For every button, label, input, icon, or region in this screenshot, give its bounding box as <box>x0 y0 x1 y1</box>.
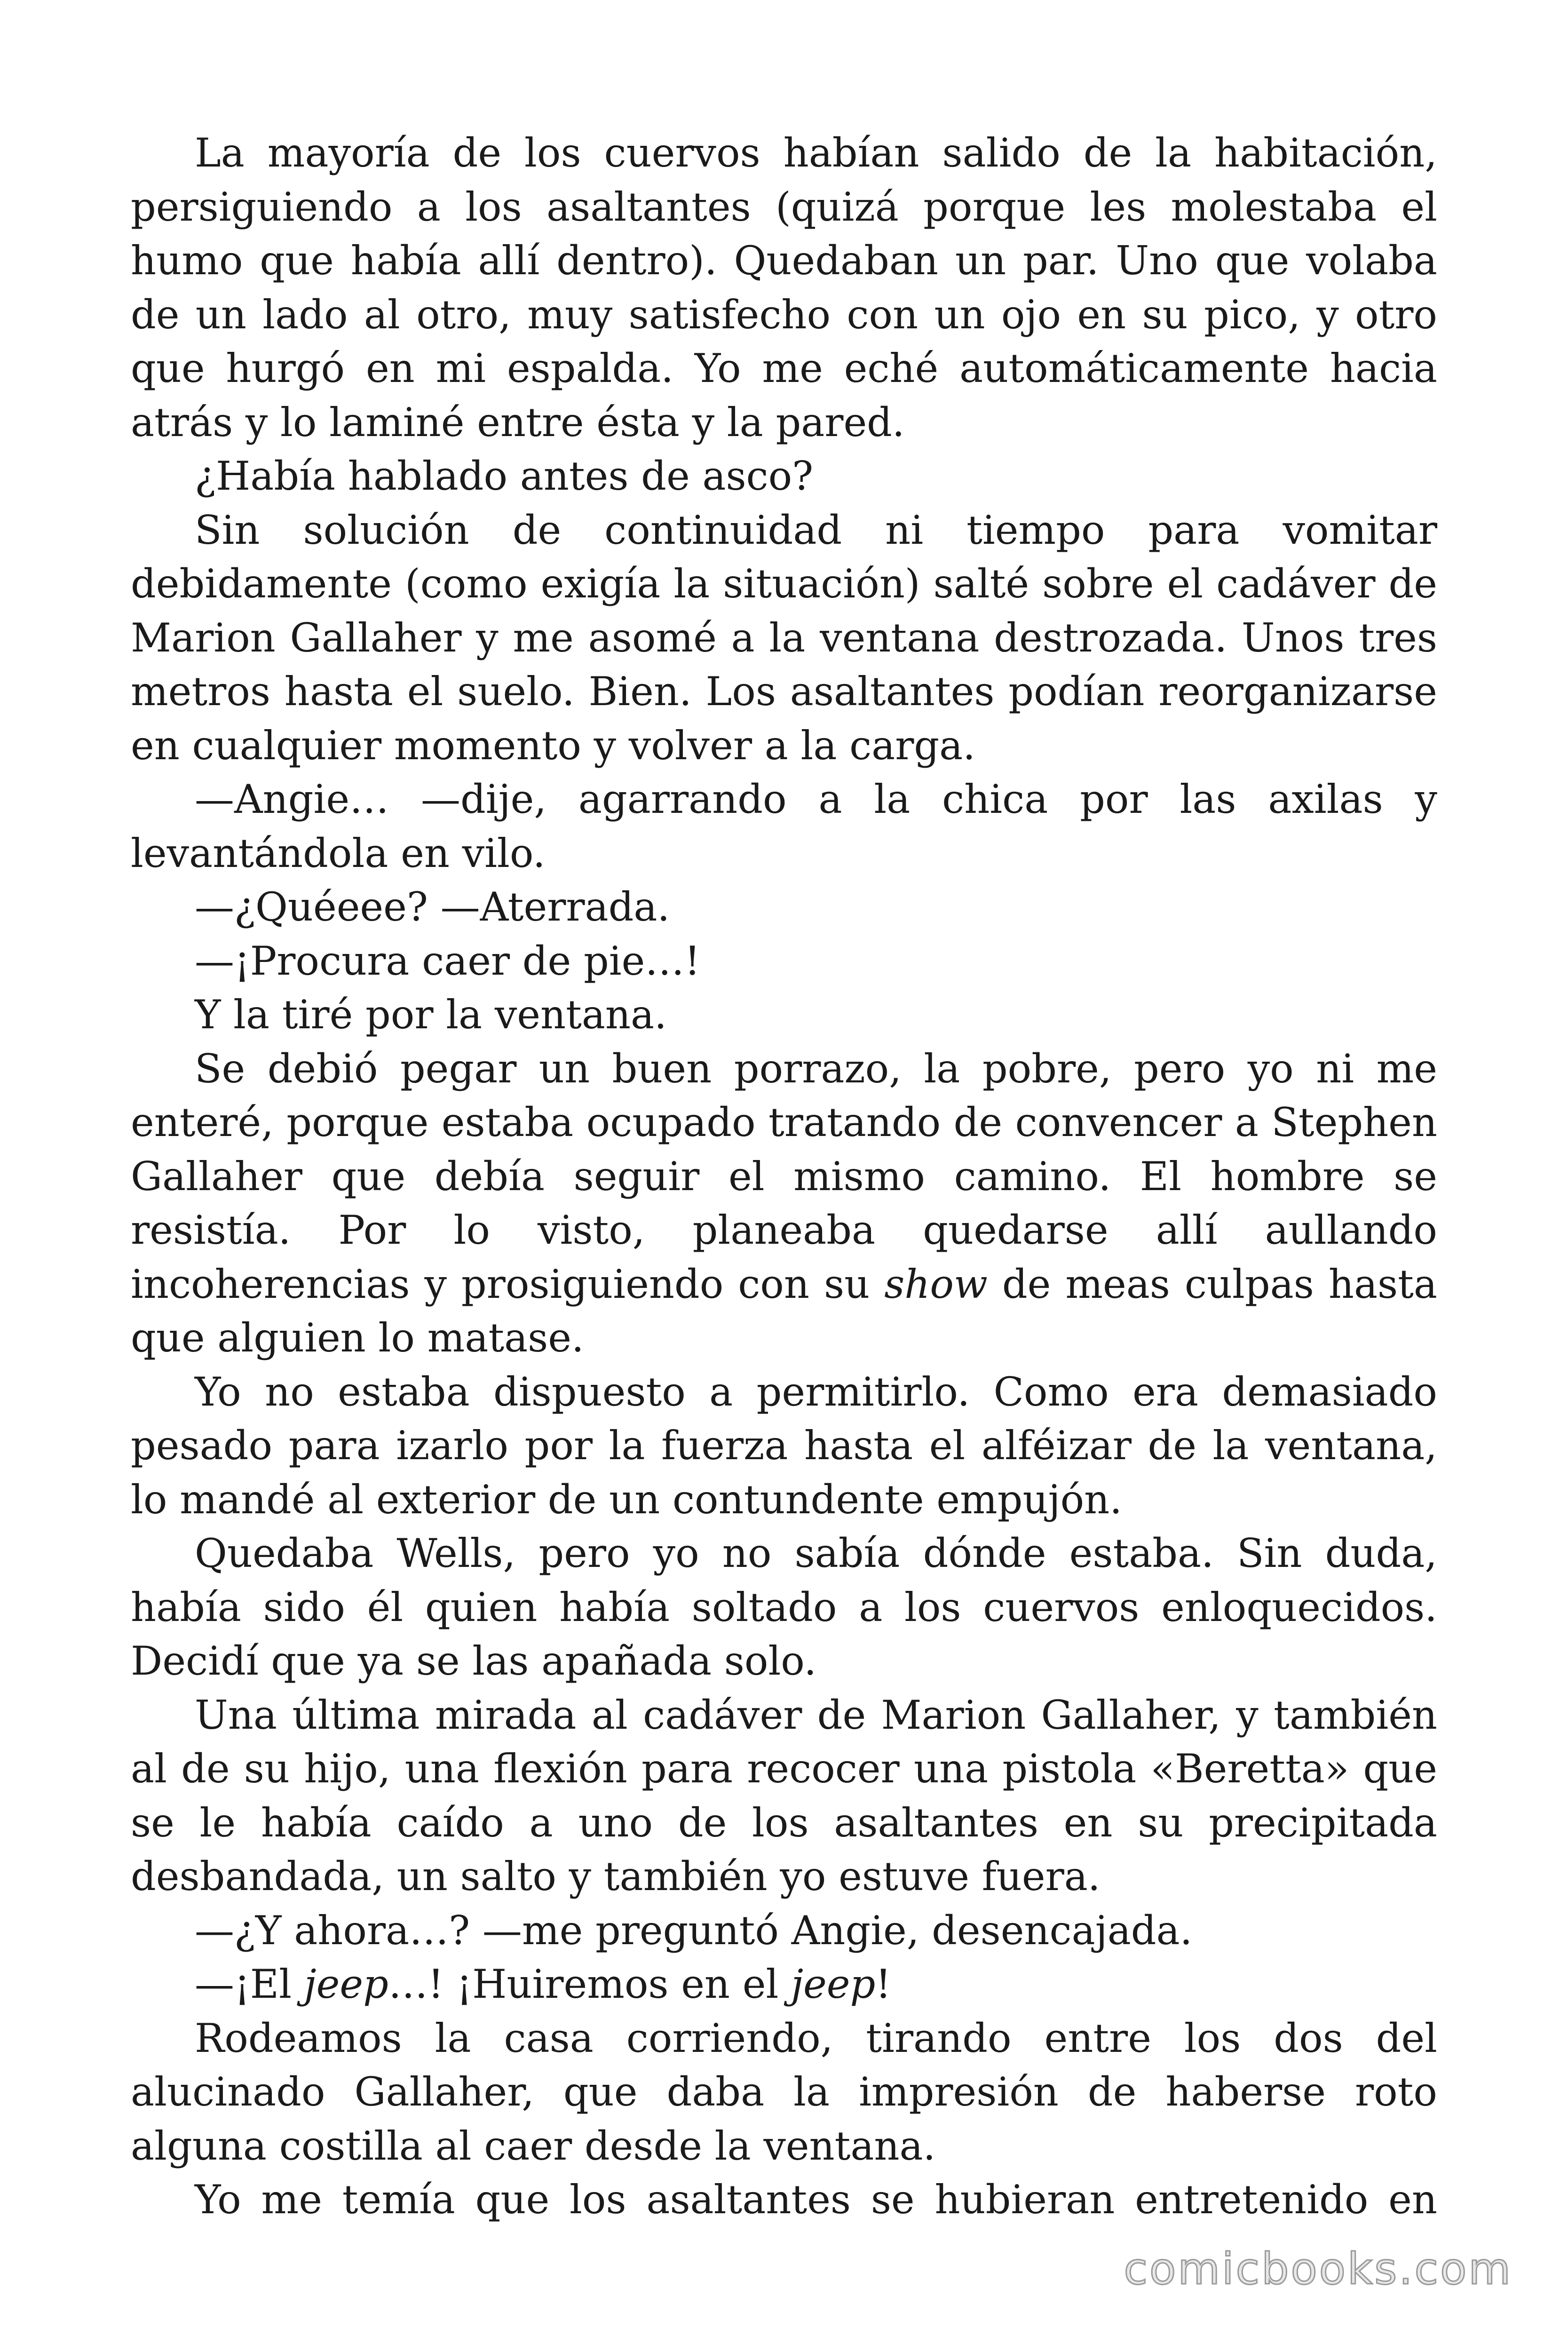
text-run: —¿Quéeee? —Aterrada. <box>195 884 670 930</box>
text-run: de meas culpas hasta que alguien lo matase. <box>131 1261 1437 1361</box>
text-run: Quedaba Wells, pero yo no sabía dónde estaba. Sin duda, había sido él quien había soltado a los cuervos enloquecidos. Decidí que ya se las apañada solo. <box>131 1530 1437 1684</box>
text-run: Se debió pegar un buen porrazo, la pobre, pero yo ni me enteré, porque estaba ocupado tratando de convencer a Stephen Gallaher que debía seguir el mismo camino. El hombre se resistía. Por lo visto, planeaba quedarse allí aullando incoherencias y prosiguiendo con su <box>131 1045 1437 1307</box>
italic-text: jeep <box>791 1961 876 2007</box>
paragraph <box>131 2173 1437 2227</box>
paragraph <box>131 126 1437 449</box>
paragraph <box>131 880 1437 934</box>
text-run: Yo me temía que los asaltantes se hubieran entretenido en <box>195 2177 1437 2223</box>
text-run: ! <box>875 1961 892 2007</box>
paragraph <box>131 2011 1437 2173</box>
paragraph <box>131 772 1437 880</box>
body-text <box>131 126 1437 2227</box>
paragraph <box>131 1526 1437 1688</box>
text-run: —¡Procura caer de pie…! <box>195 938 701 984</box>
paragraph <box>131 503 1437 773</box>
text-run: ¿Había hablado antes de asco? <box>195 453 814 499</box>
paragraph <box>131 934 1437 988</box>
text-run: Rodeamos la casa corriendo, tirando entre los dos del alucinado Gallaher, que daba la impresión de haberse roto alguna costilla al caer desde la ventana. <box>131 2015 1437 2169</box>
italic-text: jeep <box>304 1961 388 2007</box>
text-run: …! ¡Huiremos en el <box>388 1961 792 2007</box>
text-run: La mayoría de los cuervos habían salido de la habitación, persiguiendo a los asaltantes (quizá porque les molestaba el humo que había allí dentro). Quedaban un par. Uno que volaba de un lado al otro, muy satisfecho con un ojo en su pico, y otro que hurgó en mi espalda. Yo me eché automáticamente hacia atrás y lo laminé entre ésta y la pared. <box>131 130 1437 445</box>
text-run: Una última mirada al cadáver de Marion Gallaher, y también al de su hijo, una flexión para recocer una pistola «Beretta» que se le había caído a uno de los asaltantes en su precipitada desbandada, un salto y también yo estuve fuera. <box>131 1692 1437 1899</box>
paragraph <box>131 1042 1437 1365</box>
paragraph <box>131 988 1437 1042</box>
paragraph <box>131 1365 1437 1527</box>
paragraph <box>131 1957 1437 2011</box>
text-run: Yo no estaba dispuesto a permitirlo. Como era demasiado pesado para izarlo por la fuerza hasta el alféizar de la ventana, lo mandé al exterior de un contundente empujón. <box>131 1368 1437 1523</box>
text-run: —¿Y ahora…? —me preguntó Angie, desencajada. <box>195 1907 1193 1954</box>
paragraph <box>131 1688 1437 1904</box>
watermark: comicbooks.com <box>1124 2244 1513 2294</box>
text-run: —¡El <box>195 1961 304 2007</box>
paragraph <box>131 449 1437 503</box>
text-run: Sin solución de continuidad ni tiempo para vomitar debidamente (como exigía la situación) salté sobre el cadáver de Marion Gallaher y me asomé a la ventana destrozada. Unos tres metros hasta el suelo. Bien. Los asaltantes podían reorganizarse en cualquier momento y volver a la carga. <box>131 507 1437 769</box>
text-run: —Angie… —dije, agarrando a la chica por las axilas y levantándola en vilo. <box>131 776 1437 876</box>
italic-text: show <box>884 1261 988 1307</box>
text-run: Y la tiré por la ventana. <box>195 992 667 1038</box>
paragraph <box>131 1904 1437 1958</box>
